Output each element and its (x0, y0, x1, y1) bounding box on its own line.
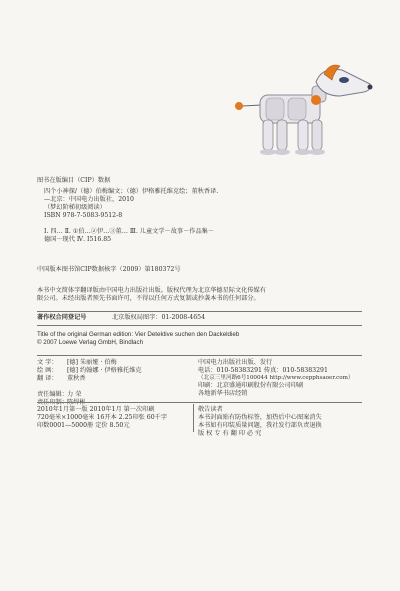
cip-line: —北京：中国电力出版社，2010 (44, 196, 134, 203)
robot-dog-illustration (230, 60, 375, 160)
original-title: Title of the original German edition: Vier Detektive suchen den Dackeldieb (37, 331, 240, 338)
reader-notice-line: 版 权 专 有 翻 印 必 究 (198, 430, 262, 437)
credit-value: 陈焊彬 (67, 399, 86, 406)
publisher-line: 各地新华书店经销 (198, 390, 248, 398)
divider (37, 325, 362, 326)
cip-line (44, 220, 218, 228)
divider (37, 402, 362, 403)
credit-value: [德] 朱丽娅 · 伯梅 (67, 359, 117, 366)
publisher-info (198, 359, 354, 398)
copyright-reg-label: 著作权合同登记号 (37, 314, 87, 321)
cip-line: 四个小神探/（德）伯梅编文；（德）伊格雅托维克绘；董秋香译. (44, 188, 219, 195)
divider (37, 311, 362, 312)
credit-label: 翻 译： (37, 375, 58, 382)
credit-row (37, 391, 142, 399)
cip-body (44, 188, 218, 244)
reader-notice-line: 本书如有印装质量问题，我社发行部负责退换 (198, 422, 322, 429)
cip-line: Ⅰ. 四… Ⅱ. ①伯…②伊…③董… Ⅲ. 儿童文学－故事－作品集－ (44, 228, 215, 235)
notice-line: 本书中文简体字翻译版由中国电力出版社出版。版权代理为北京华德星际文化传媒有 (37, 287, 266, 294)
copyright-reg-value: 北京版权局图字：01-2008-4654 (112, 314, 206, 321)
publisher-line: （北京三里河路6号100044 http://www.cepphsaoer.com） (198, 375, 354, 381)
credits (37, 359, 142, 407)
credit-label: 绘 画： (37, 367, 58, 374)
spec-line: 印数0001—5000册 定价 8.50元 (37, 422, 130, 429)
cip-line: ISBN 978-7-5083-9512-8 (44, 212, 123, 219)
spec-line: 2010年1月第一版 2010年1月 第一次印刷 (37, 406, 155, 413)
original-copyright: © 2007 Loewe Verlag GmbH, Bindlach (37, 339, 144, 346)
reader-notice-heading: 敬告读者 (198, 406, 223, 413)
credit-value: 董秋香 (67, 375, 86, 382)
cip-line: （梦幻阶梯初级阅读） (44, 204, 106, 211)
credit-row (37, 359, 142, 367)
cip-footer: 中国版本图书馆CIP数据核字（2009）第180372号 (37, 266, 181, 273)
print-specs (37, 406, 167, 430)
credit-label: 文 字： (37, 359, 58, 366)
cip-heading: 图书在版编目（CIP）数据 (37, 177, 111, 184)
notice-line: 限公司。未经出版者预先书面许可，不得以任何方式复制或抄袭本书的任何部分。 (37, 295, 260, 302)
credit-row (37, 375, 142, 383)
publisher-line: 电话：010-58383291 传真：010-58383291 (198, 367, 328, 374)
credit-label: 责任编辑： (37, 391, 68, 398)
vertical-divider (193, 404, 194, 432)
reader-notice-line: 本书封面贴有防伪标签，加热后中心图案消失 (198, 414, 322, 421)
divider (37, 355, 362, 356)
credit-label: 责任印制： (37, 399, 68, 406)
cip-line: 德国－现代 Ⅳ. I516.85 (44, 236, 112, 243)
publisher-line: 印刷：北京盛通印刷股份有限公司印刷 (198, 382, 304, 390)
credit-value: 力 荣 (67, 391, 82, 398)
publisher-line: 中国电力出版社出版、发行 (198, 359, 273, 366)
reader-notice (198, 406, 322, 438)
original-edition (37, 331, 239, 347)
translation-notice (37, 287, 266, 303)
credit-row (37, 367, 142, 375)
spec-line: 720毫米×1000毫米 16开本 2.25印张 60千字 (37, 414, 168, 421)
credit-value: [德] 约翰娜 · 伊格雅托维克 (67, 367, 142, 374)
